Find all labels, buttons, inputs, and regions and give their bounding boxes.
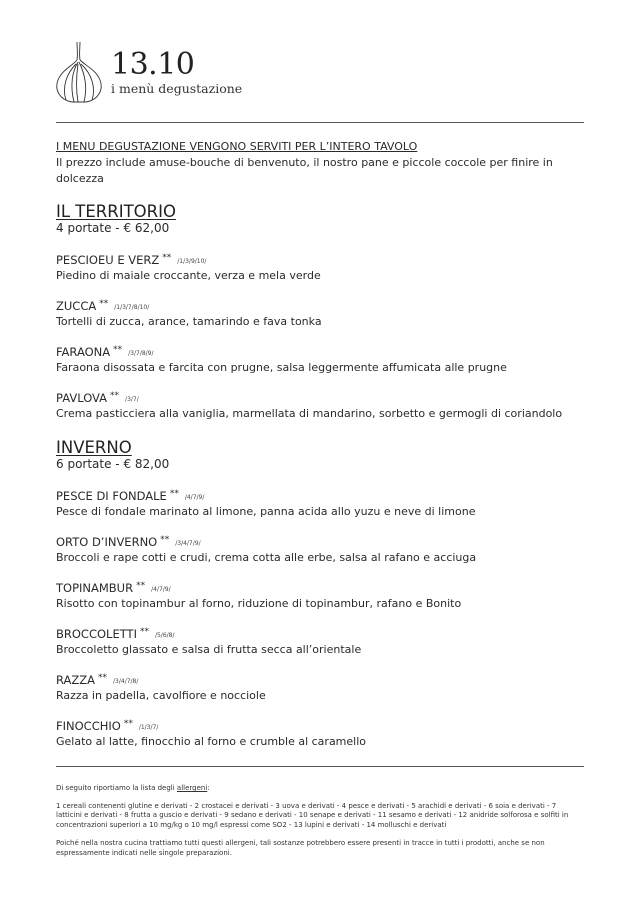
dish-stars: **: [99, 299, 109, 309]
allergen-intro: Di seguito riportiamo la lista degli: [56, 784, 175, 792]
dish-description: Risotto con topinambur al forno, riduzione di topinambur, rafano e Bonito: [56, 597, 462, 610]
dish-stars: **: [160, 535, 170, 545]
dish-stars: **: [113, 345, 123, 355]
dish-stars: **: [98, 673, 108, 683]
allergen-list: 1 cereali contenenti glutine e derivati - 2 crostacei e derivati - 3 uova e derivati - 4 pesce e derivati - 5 arachidi e derivati - 6 soia e derivati - 7 latticini e derivati - 8 frutta a guscio e derivati - 9 sedano e derivati - 10 senape e derivati - 11 sesamo e derivati - 12 anidride solforosa e solfiti in concentrazioni superiori a 10 mg/kg o 10 mg/l espressi come SO2 - 13 lupini e derivati - 14 molluschi e derivati: [56, 801, 569, 829]
dish-name: ORTO D’INVERNO: [56, 535, 158, 549]
brand-name: 13.10: [111, 47, 195, 82]
dish-stars: **: [110, 391, 120, 401]
dish-stars: **: [139, 627, 149, 637]
dish-item: [56, 251, 596, 283]
dish-name: PESCE DI FONDALE: [56, 489, 167, 503]
dish-name: ZUCCA: [56, 299, 97, 313]
dish-name: RAZZA: [56, 673, 96, 687]
dish-item: [56, 343, 596, 375]
section-title: INVERNO: [56, 438, 132, 457]
intro-heading: I MENU DEGUSTAZIONE VENGONO SERVITI PER L’INTERO TAVOLO: [56, 140, 418, 153]
dish-item: [56, 579, 596, 611]
allergen-codes: /5/6/8/: [154, 632, 175, 639]
dish-description: Faraona disossata e farcita con prugne, salsa leggermente affumicata alle prugne: [56, 361, 507, 374]
dish-item: [56, 389, 596, 421]
allergen-codes: /1/3/7/: [138, 724, 159, 731]
section-territorio: [56, 202, 596, 435]
dish-item: [56, 297, 596, 329]
dish-item: [56, 625, 596, 657]
dish-name: FINOCCHIO: [56, 719, 121, 733]
dish-description: Tortelli di zucca, arance, tamarindo e fava tonka: [56, 315, 322, 328]
section-price: 6 portate - € 82,00: [56, 457, 170, 471]
section-inverno: [56, 438, 596, 763]
intro-text: Il prezzo include amuse-bouche di benvenuto, il nostro pane e piccole coccole per finire in dolcezza: [56, 156, 553, 185]
allergen-colon: :: [207, 784, 210, 792]
bottom-divider: [56, 766, 584, 767]
dish-item: [56, 671, 596, 703]
dish-stars: **: [169, 489, 179, 499]
section-title: IL TERRITORIO: [56, 202, 176, 221]
dish-item: [56, 717, 596, 749]
dish-description: Gelato al latte, finocchio al forno e crumble al caramello: [56, 735, 367, 748]
allergen-disclaimer: Poiché nella nostra cucina trattiamo tutti questi allergeni, tali sostanze potrebbero essere presenti in tracce in tutti i prodotti, anche se non espressamente indicati nelle singole preparazioni.: [56, 839, 545, 857]
dish-description: Broccoletto glassato e salsa di frutta secca all’orientale: [56, 643, 362, 656]
garlic-icon: [54, 40, 104, 104]
allergen-footer: [56, 784, 584, 858]
dish-description: Pesce di fondale marinato al limone, panna acida allo yuzu e neve di limone: [56, 505, 476, 518]
dish-name: FARAONA: [56, 345, 111, 359]
dish-name: BROCCOLETTI: [56, 627, 137, 641]
dish-description: Crema pasticciera alla vaniglia, marmellata di mandarino, sorbetto e germogli di coriandolo: [56, 407, 563, 420]
allergen-codes: /1/3/9/10/: [177, 258, 207, 265]
allergen-codes: /1/3/7/8/10/: [114, 304, 150, 311]
dish-description: Piedino di maiale croccante, verza e mela verde: [56, 269, 321, 282]
section-price: 4 portate - € 62,00: [56, 221, 170, 235]
allergen-codes: /4/7/9/: [184, 494, 205, 501]
dish-stars: **: [162, 253, 172, 263]
allergen-codes: /3/7/8/9/: [128, 350, 154, 357]
allergen-codes: /3/4/7/9/: [175, 540, 201, 547]
allergen-codes: /3/7/: [125, 396, 139, 403]
top-divider: [56, 122, 584, 123]
dish-name: PESCIOEU E VERZ: [56, 253, 160, 267]
dish-description: Broccoli e rape cotti e crudi, crema cotta alle erbe, salsa al rafano e acciuga: [56, 551, 477, 564]
dish-stars: **: [123, 719, 133, 729]
intro: [56, 139, 596, 187]
allergen-codes: /3/4/7/8/: [113, 678, 139, 685]
allergen-link: allergeni: [176, 784, 208, 792]
dish-description: Razza in padella, cavolfiore e nocciole: [56, 689, 266, 702]
dish-name: TOPINAMBUR: [56, 581, 134, 595]
dish-stars: **: [136, 581, 146, 591]
dish-item: [56, 487, 596, 519]
brand-subtitle: i menù degustazione: [111, 81, 243, 96]
dish-name: PAVLOVA: [56, 391, 108, 405]
allergen-codes: /4/7/9/: [151, 586, 171, 593]
dish-item: [56, 533, 596, 565]
brand: [111, 47, 243, 96]
